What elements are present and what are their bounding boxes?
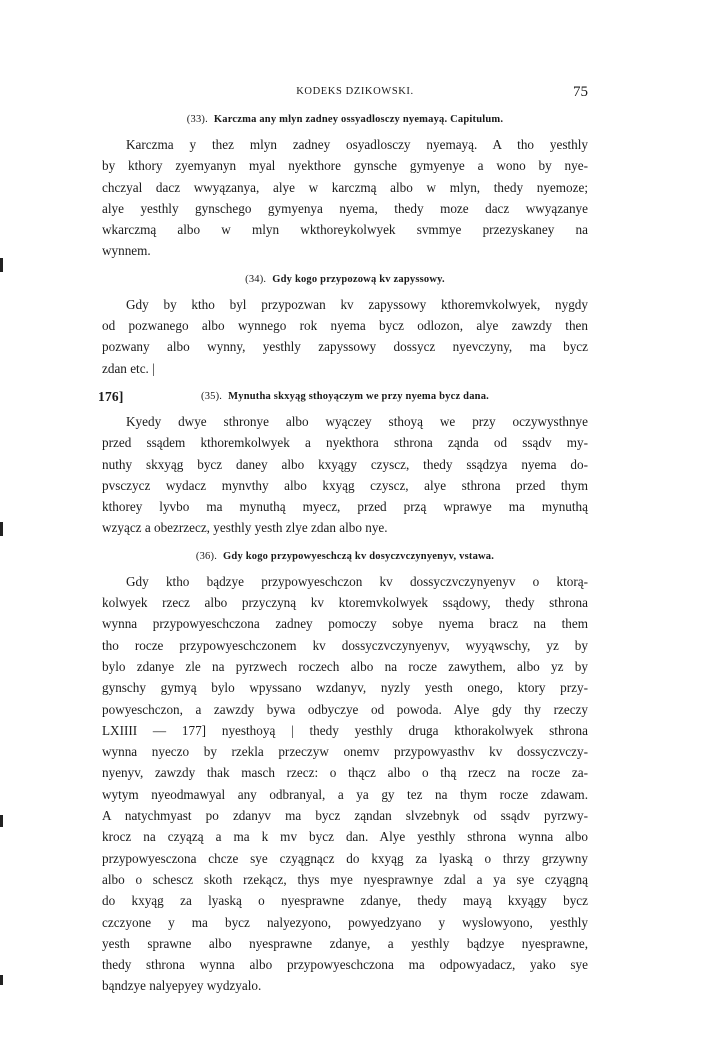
section-number: (35). — [201, 390, 223, 402]
section-heading — [102, 549, 588, 565]
text-line: wynna przypowyeschczona zadney pomoczy sobye nyema bracz na them — [102, 616, 588, 632]
section-title: Mynutha skxyąg sthoyączym we przy nyema bycz dana. — [228, 390, 489, 402]
margin-reference: 176] — [98, 388, 124, 404]
text-line: pvsczycz wydacz mynvthy albo kxyąg czyscz, alye sthrona przed thym — [102, 477, 588, 493]
text-line: do kxyąg za lyaską o nyesprawne zdanye, thedy mayą kxyągy bycz — [102, 893, 588, 909]
section-paragraph — [102, 294, 588, 379]
section-number: (36). — [195, 550, 218, 562]
section-paragraph — [102, 134, 588, 262]
text-line: wzyącz a obezrzecz, yesthly yesth zlye zdan albo nye. — [102, 520, 388, 536]
text-line: wynna nyeczo by rzekla przeczyw onemv przypowyasthv kv dossyczvczy- — [102, 744, 588, 760]
text-line: tho rocze przypowyeschczonem kv dossyczvczynyenyv, wyyąwschy, yz by — [102, 637, 588, 653]
section-title: Karczma any mlyn zadney ossyadlosczy nyemayą. Capitulum. — [213, 114, 504, 125]
text-line: kolwyek rzecz albo przyczyną kv ktoremvkolwyek ssądowy, thedy sthrona — [102, 595, 588, 611]
section-heading — [98, 388, 588, 405]
section-number: (34). — [245, 273, 267, 285]
section-paragraph — [102, 411, 588, 539]
text-line: nuthy skxyąg bycz daney albo kxyągy czyscz, thedy ssądzya nyema do- — [102, 456, 588, 472]
text-line: bąndzye nalyepyey wydzyalo. — [102, 978, 262, 994]
section-title: Gdy kogo przypowyeschczą kv dosyczvczynyenyv, vstawa. — [223, 550, 495, 562]
text-line: LXIIII — 177] nyesthoyą | thedy yesthly druga kthorakolwyek sthrona — [102, 722, 588, 738]
text-line: Gdy ktho bądzye przypowyeschczon kv dossyczvczynyenyv o ktorą- — [126, 573, 588, 589]
text-line: wytym nyeodmawyal any odbranyal, a ya gy tez na thym rocze zdawam. — [102, 786, 588, 802]
scan-edge-mark — [0, 815, 3, 827]
running-title: KODEKS DZIKOWSKI. — [296, 86, 414, 97]
text-line: Kyedy dwye sthronye albo wyączey sthoyą we przy oczywysthnye — [126, 413, 588, 429]
text-line: nyenyv, zawzdy thak masch rzecz: o thącz albo o thą rzecz na rocze za- — [102, 765, 588, 781]
text-line: powyeschczon, a zawzdy bywa odbyczye od powoda. Alye gdy thy rzeczy — [102, 701, 588, 717]
text-line: czczyone y ma bycz nalyezyono, powyedzyano y wyslowyono, yesthly — [102, 914, 588, 930]
text-line: chczyal dacz wwyązanya, alye w karczmą albo w mlyn, thedy nyemoze; — [102, 179, 588, 195]
page-number: 75 — [573, 84, 588, 100]
scan-edge-mark — [0, 975, 3, 985]
text-line: A natychmyast po zdanyv ma bycz ząndan slvzebnyk od ssądv pyrzwy- — [102, 808, 588, 824]
scan-edge-mark — [0, 258, 3, 272]
book-page — [98, 84, 588, 997]
text-line: alye yesthly gynschego gymyenya nyema, thedy moze dacz wwyązanye — [102, 200, 588, 216]
text-line: thedy sthrona wynna albo przypowyeschczona ma odpowyadacz, yako sye — [102, 957, 588, 973]
section-paragraph — [102, 571, 588, 997]
text-line: yesth sprawne albo nyesprawne zdanye, a yesthly bądzye nyesprawne, — [102, 935, 588, 951]
text-line: wynnem. — [102, 243, 151, 259]
running-head — [102, 84, 588, 110]
text-line: pozwany albo wynny, yesthly zapyssowy dossycz nyevczyny, ma bycz — [102, 339, 588, 355]
text-line: od pozwanego albo wynnego rok nyema bycz odlozon, alye zawzdy then — [102, 318, 588, 334]
text-line: zdan etc. | — [102, 360, 155, 376]
scan-edge-mark — [0, 522, 3, 536]
section-title: Gdy kogo przypozową kv zapyssowy. — [272, 273, 445, 285]
section-heading — [102, 112, 588, 128]
text-line: przed ssądem kthoremkolwyek a nyekthora sthrona ząnda od ssądv my- — [102, 435, 588, 451]
text-line: wkarczmą albo w mlyn wkthoreykolwyek svmmye przezyskaney na — [102, 222, 588, 238]
text-line: albo o schescz skoth rzekącz, thys mye nyesprawnye zdal a ya sye czyągną — [102, 871, 588, 887]
section-heading — [102, 272, 588, 288]
text-line: gynschy gymyą bylo wpyssano wzdanyv, nyzly yesth onego, ktory przy- — [102, 680, 588, 696]
text-line: Gdy by ktho byl przypozwan kv zapyssowy kthoremvkolwyek, nygdy — [126, 296, 588, 312]
section-number: (33). — [186, 114, 208, 125]
text-line: przypowyesczona chcze sye czyągnącz do kxyąg za lyaską o thrzy grzywny — [102, 850, 588, 866]
text-line: bylo zdanye zle na pyrzwech roczech albo na rocze zawythem, albo yz by — [102, 658, 588, 674]
text-line: by kthory zyemyanyn myal nyekthore gynsche gymyenye a wono by nye- — [102, 158, 588, 174]
text-line: kthorey lyvbo ma mynuthą myecz, przed przą wprawye ma mynuthą — [102, 499, 588, 515]
text-line: krocz na czyązą a ma k mv bycz dan. Alye yesthly sthrona wynna albo — [102, 829, 588, 845]
text-line: Karczma y thez mlyn zadney osyadlosczy nyemayą. A tho yesthly — [126, 137, 588, 152]
